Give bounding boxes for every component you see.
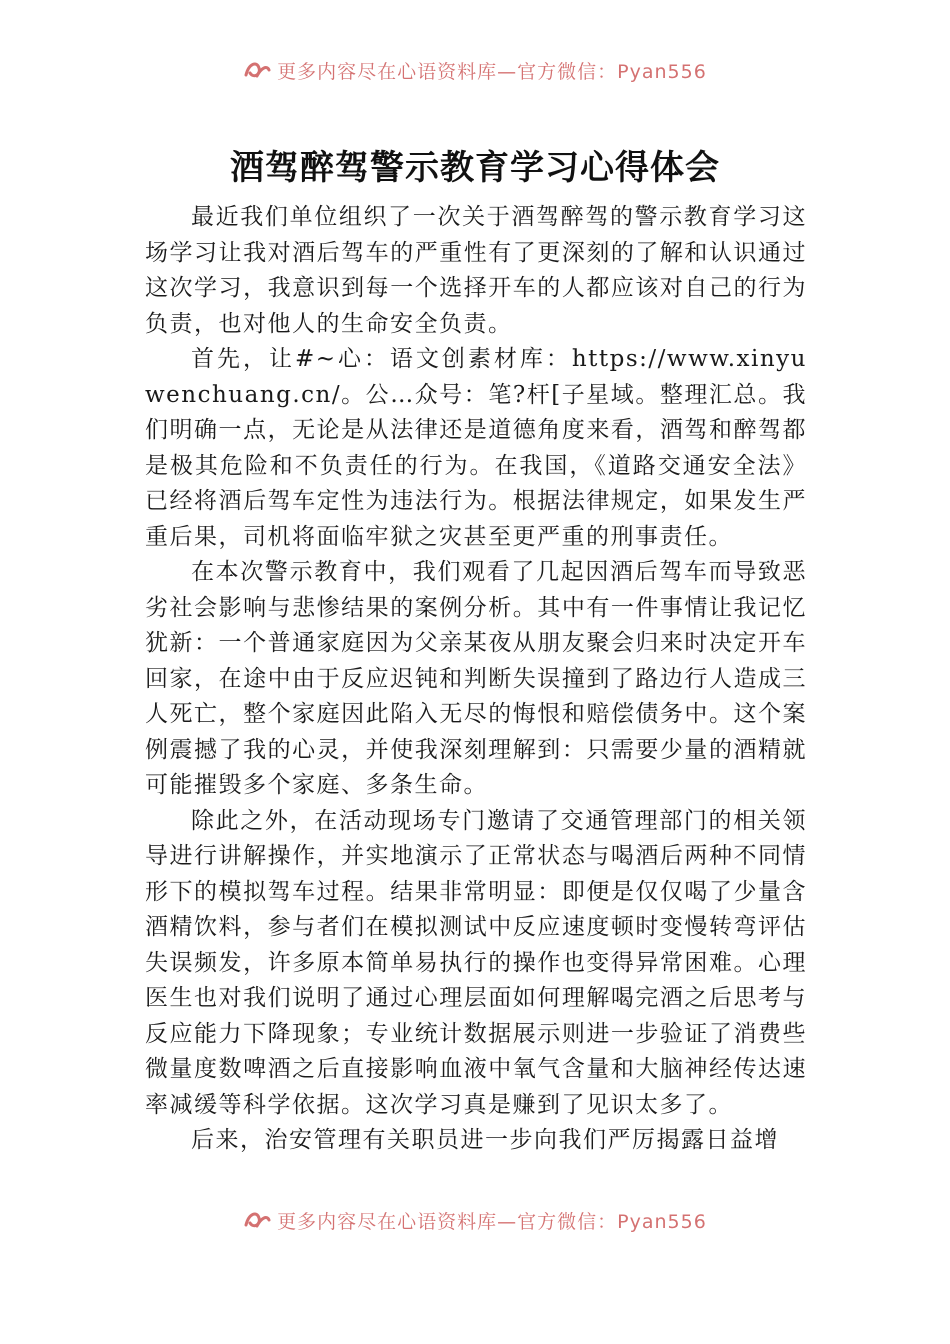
watermark-text: 更多内容尽在心语资料库—官方微信：Pyan556 [277, 1210, 707, 1233]
paragraph: 除此之外，在活动现场专门邀请了交通管理部门的相关领导进行讲解操作，并实地演示了正常状态与喝酒后两种不同情形下的模拟驾车过程。结果非常明显：即便是仅仅喝了少量含酒精饮料，参与者们在模拟测试中反应速度顿时变慢转弯评估失误频发，许多原本简单易执行的操作也变得异常困难。心理医生也对我们说明了通过心理层面如何理解喝完酒之后思考与反应能力下降现象；专业统计数据展示则进一步验证了消费些微量度数啤酒之后直接影响血液中氧气含量和大脑神经传达速率减缓等科学依据。这次学习真是赚到了见识太多了。 [145, 807, 807, 1118]
footer-watermark [0, 1205, 950, 1235]
document-body [145, 200, 807, 1159]
paragraph: 首先，让#~心：语文创素材库：https://www.xinyuwenchuang.cn/。公…众号：笔?杆[子星域。整理汇总。我们明确一点，无论是从法律还是道德角度来看，酒驾和醉驾都是极其危险和不负责任的行为。在我国，《道路交通安全法》已经将酒后驾车定性为违法行为。根据法律规定，如果发生严重后果，司机将面临牢狱之灾甚至更严重的刑事责任。 [145, 346, 807, 550]
watermark-text: 更多内容尽在心语资料库—官方微信：Pyan556 [277, 60, 707, 83]
paragraph: 在本次警示教育中，我们观看了几起因酒后驾车而导致恶劣社会影响与悲惨结果的案例分析。其中有一件事情让我记忆犹新：一个普通家庭因为父亲某夜从朋友聚会归来时决定开车回家，在途中由于反应迟钝和判断失误撞到了路边行人造成三人死亡，整个家庭因此陷入无尽的悔恨和赔偿债务中。这个案例震撼了我的心灵，并使我深刻理解到：只需要少量的酒精就可能摧毁多个家庭、多条生命。 [145, 559, 807, 798]
paragraph: 后来，治安管理有关职员进一步向我们严厉揭露日益增 [191, 1127, 779, 1153]
paragraph: 最近我们单位组织了一次关于酒驾醉驾的警示教育学习这场学习让我对酒后驾车的严重性有了更深刻的了解和认识通过这次学习，我意识到每一个选择开车的人都应该对自己的行为负责，也对他人的生命安全负责。 [145, 204, 807, 337]
header-watermark [0, 55, 950, 85]
logo-icon [243, 1209, 271, 1231]
logo-icon [243, 59, 271, 81]
document-title: 酒驾醉驾警示教育学习心得体会 [230, 148, 720, 188]
